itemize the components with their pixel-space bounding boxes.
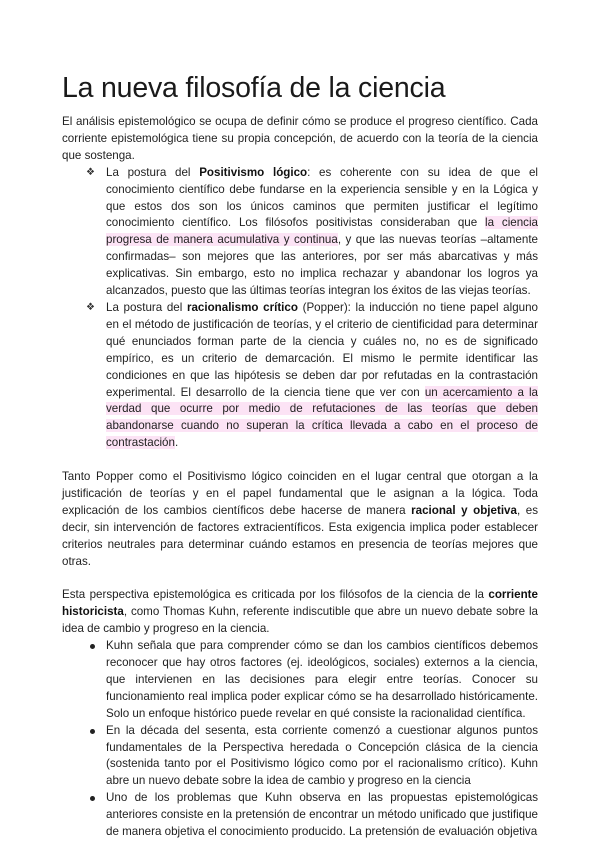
bold-term: racional y objetiva [411, 503, 517, 517]
bullet-dot-icon [90, 644, 95, 649]
highlighted-text: un acercamiento a la verdad que ocurre por medio de refutaciones de las teorías que deben abandonarse cuando no superan la crítica llevada a cabo en el proceso de contrastación [106, 385, 538, 450]
paragraph-historicista: Esta perspectiva epistemológica es criticada por los filósofos de la ciencia de la corriente historicista, como Thomas Kuhn, referente indiscutible que abre un nuevo debate sobre la idea de cambio y progreso en la ciencia. [62, 588, 538, 636]
list-item: Uno de los problemas que Kuhn observa en las propuestas epistemológicas anteriores consiste en la pretensión de encontrar un método unificado que justifique de manera objetiva el conocimiento producido. La pretensión de evaluación objetiva [62, 790, 538, 841]
bullet-dot-icon [90, 796, 95, 801]
bold-term: corriente historicista [62, 588, 538, 619]
list-item: En la década del sesenta, esta corriente comenzó a cuestionar algunos puntos fundamentales de la Perspectiva heredada o Concepción clásica de la ciencia (sostenida tanto por el Positivismo lógico como por el racionalismo crítico). Kuhn abre un nuevo debate sobre la idea de cambio y progreso en la ciencia [62, 723, 538, 791]
intro-paragraph: El análisis epistemológico se ocupa de definir cómo se produce el progreso científico. Cada corriente epistemológica tiene su propia concepción, de acuerdo con la teoría de la ciencia que sostenga. [62, 115, 538, 162]
document-page [62, 70, 538, 841]
kuhn-list [62, 638, 538, 841]
list-item-positivismo: ❖ La postura del Positivismo lógico: es coherente con su idea de que el conocimiento científico debe fundarse en la experiencia sensible y en la Lógica y que estos dos son los únicos caminos que permiten justificar el legítimo conocimiento científico. Los filósofos positivistas consideraban que la ciencia progresa de manera acumulativa y continua, y que las nuevas teorías –altamente confirmadas– son mejores que las anteriores, por ser más abarcativas y más explicativas. Sin embargo, esto no implica rechazar y abandonar los logros ya alcanzados, puesto que las últimas teorías integran los éxitos de las viejas teorías. [86, 165, 539, 298]
list-item: Kuhn señala que para comprender cómo se dan los cambios científicos debemos reconocer que hay otros factores (ej. ideológicos, sociales) externos a la ciencia, que intervienen en las decisiones para elegir entre teorías. Conocer su funcionamiento real implica poder explicar cómo se ha desarrollado históricamente. Solo un enfoque histórico puede revelar en qué consiste la racionalidad científica. [62, 638, 538, 723]
paragraph-popper: Tanto Popper como el Positivismo lógico coinciden en el lugar central que otorgan a la justificación de teorías y en el papel fundamental que le asignan a la lógica. Toda explicación de los cambios científicos debe hacerse de manera racional y objetiva, es decir, sin intervención de factores extracientíficos. Esta exigencia implica poder establecer criterios neutrales para determinar cuándo estamos en presencia de teorías mejores que otras. [62, 470, 538, 568]
bullet-dot-icon [90, 729, 95, 734]
highlighted-text: la ciencia progresa de manera acumulativa y continua [106, 216, 538, 247]
page-title: La nueva filosofía de la ciencia [62, 72, 446, 104]
list-item-racionalismo: ❖ La postura del racionalismo crítico (Popper): la inducción no tiene papel alguno en el método de justificación de teorías, y el criterio de cientificidad para determinar qué enunciados forman parte de la ciencia y cuáles no, no es de significado empírico, es un criterio de demarcación. El mismo le permite identificar las condiciones en que las hipótesis se deben dar por refutadas en la contrastación experimental. El desarrollo de la ciencia tiene que ver con un acercamiento a la verdad que ocurre por medio de refutaciones de las teorías que deben abandonarse cuando no superan la crítica llevada a cabo en el proceso de contrastación. [86, 300, 538, 450]
bold-term: Positivismo lógico [199, 165, 308, 179]
diamond-bullet-icon: ❖ [86, 166, 95, 178]
diamond-bullet-icon: ❖ [86, 301, 95, 313]
bold-term: racionalismo crítico [186, 300, 298, 314]
postures-list [62, 165, 538, 452]
